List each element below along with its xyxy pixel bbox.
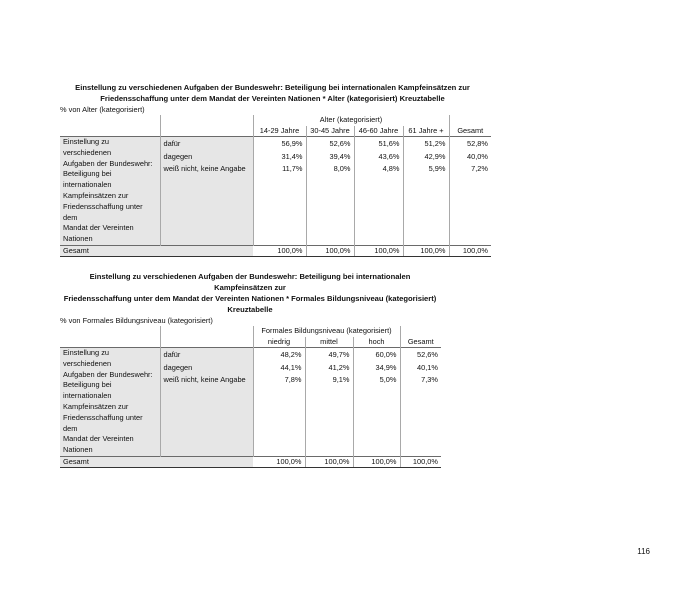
table-cell: 43,6% (354, 151, 403, 164)
table-cell: 7,3% (421, 374, 438, 384)
label-line: Aufgaben der Bundeswehr: (63, 369, 153, 379)
row-label: weiß nicht, keine Angabe (160, 375, 253, 457)
group-header: Formales Bildungsniveau (kategorisiert) (253, 326, 400, 337)
table-cell: 40,1% (417, 362, 438, 372)
label-line: Beteiligung bei (63, 169, 112, 179)
label-line: Mandat der Vereinten (63, 223, 134, 233)
column-header: 61 Jahre + (403, 126, 449, 137)
table-cell: 52,8% (449, 137, 491, 151)
label-line: Nationen (63, 445, 93, 455)
table-subtitle: % von Alter (kategorisiert) (60, 105, 145, 114)
table-cell: 31,4% (253, 151, 306, 164)
label-line: Kampfeinsätzen zur (63, 401, 129, 411)
column-header: niedrig (253, 337, 305, 348)
total-label: Gesamt (60, 456, 253, 468)
label-line: Nationen (63, 234, 93, 244)
table-cell: 100,0% (305, 456, 353, 468)
group-header: Alter (kategorisiert) (253, 115, 449, 126)
table-cell: 5,9% (403, 164, 449, 246)
table-cell: 100,0% (253, 456, 305, 468)
column-header: 30-45 Jahre (306, 126, 354, 137)
label-line: internationalen (63, 391, 112, 401)
table-cell: 11,7% (253, 164, 306, 246)
table-cell: 40,0% (467, 151, 488, 161)
table-cell: 41,2% (305, 362, 353, 375)
table-cell: 60,0% (353, 348, 400, 362)
row-group-label (60, 348, 160, 457)
table-cell: 44,1% (253, 362, 305, 375)
page-number: 116 (637, 547, 650, 556)
label-line: Einstellung zu verschiedenen (63, 137, 112, 157)
table-cell: 7,2% (471, 163, 488, 173)
table-title (60, 82, 485, 104)
table-cell: 49,7% (305, 348, 353, 362)
table-cell: 8,0% (306, 164, 354, 246)
label-line: Kampfeinsätzen zur (63, 190, 129, 200)
table-cell: 100,0% (449, 245, 491, 257)
data-table (60, 115, 491, 257)
label-line: Friedensschaffung unter dem (63, 412, 143, 433)
column-header: mittel (305, 337, 353, 348)
title-line: Friedensschaffung unter dem Mandat der Vereinten Nationen * Alter (kategorisiert) Kreuztabelle (100, 94, 445, 103)
row-label: dagegen (160, 362, 253, 375)
label-line: internationalen (63, 180, 112, 190)
column-header: 46-60 Jahre (354, 126, 403, 137)
table-cell: 9,1% (305, 375, 353, 457)
label-line: Aufgaben der Bundeswehr: (63, 158, 153, 168)
table-cell: 100,0% (253, 245, 306, 257)
title-line: Einstellung zu verschiedenen Aufgaben der Bundeswehr: Beteiligung bei internationalen Kampfeinsätzen zur (89, 272, 411, 292)
label-line: Beteiligung bei (63, 380, 112, 390)
title-line: Kreuztabelle (227, 305, 273, 314)
table-cell: 52,6% (306, 137, 354, 151)
column-header: 14-29 Jahre (253, 126, 306, 137)
table-cell: 5,0% (353, 375, 400, 457)
table-subtitle: % von Formales Bildungsniveau (kategorisiert) (60, 316, 213, 325)
table-cell: 52,6% (400, 348, 441, 362)
table-cell: 51,2% (403, 137, 449, 151)
table-cell: 51,6% (354, 137, 403, 151)
row-label: weiß nicht, keine Angabe (160, 164, 253, 246)
table-cell: 100,0% (353, 456, 400, 468)
table-title (60, 271, 440, 315)
table-cell: 7,8% (253, 375, 305, 457)
crosstab-alter (60, 82, 491, 257)
label-line: Friedensschaffung unter dem (63, 201, 143, 222)
column-header: hoch (353, 337, 400, 348)
table-cell: 100,0% (354, 245, 403, 257)
row-label: dafür (160, 137, 253, 151)
table-cell: 39,4% (306, 151, 354, 164)
table-cell: 4,8% (354, 164, 403, 246)
table-cell: 42,9% (403, 151, 449, 164)
crosstab-bildung (60, 271, 441, 468)
row-label: dafür (160, 348, 253, 362)
table-cell: 100,0% (403, 245, 449, 257)
table-cell: 48,2% (253, 348, 305, 362)
row-label: dagegen (160, 151, 253, 164)
data-table (60, 326, 441, 468)
column-header: Gesamt (407, 336, 434, 346)
title-line: Friedensschaffung unter dem Mandat der Vereinten Nationen * Formales Bildungsniveau (kategorisiert) (63, 294, 437, 303)
label-line: Einstellung zu verschiedenen (63, 348, 112, 368)
table-cell: 34,9% (353, 362, 400, 375)
table-cell: 56,9% (253, 137, 306, 151)
table-cell: 100,0% (306, 245, 354, 257)
table-cell: 100,0% (400, 456, 441, 468)
title-line: Einstellung zu verschiedenen Aufgaben der Bundeswehr: Beteiligung bei internationalen Kampfeinsätzen zur (75, 83, 470, 92)
label-line: Mandat der Vereinten (63, 434, 134, 444)
column-header: Gesamt (457, 125, 484, 135)
row-group-label (60, 137, 160, 246)
total-label: Gesamt (60, 245, 253, 257)
